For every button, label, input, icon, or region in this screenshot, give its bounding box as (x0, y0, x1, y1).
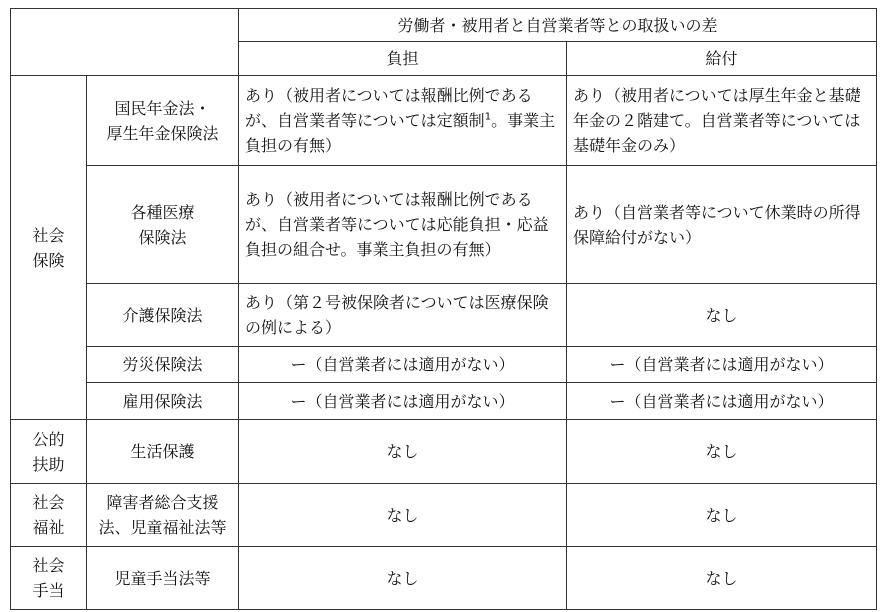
table-row (11, 547, 877, 610)
table-row (11, 383, 877, 420)
table-row (11, 420, 877, 484)
header-benefit: 給付 (567, 42, 877, 76)
law-cell: 国民年金法・ 厚生年金保険法 (87, 76, 239, 166)
law-cell: 生活保護 (87, 420, 239, 484)
law-cell: 雇用保険法 (87, 383, 239, 420)
benefit-cell: あり（自営業者等について休業時の所得保障給付がない） (567, 166, 877, 284)
table-row (11, 76, 877, 166)
burden-text: あり（被用者については報酬比例であるが、自営業者等については定額制 (245, 86, 533, 130)
burden-cell: あり（被用者については報酬比例であるが、自営業者等については応能負担・応益負担の組合せ。事業主負担の有無） (239, 166, 567, 284)
header-row-1 (11, 9, 877, 42)
category-cell: 社会 手当 (11, 547, 87, 610)
header-burden: 負担 (239, 42, 567, 76)
table-row (11, 484, 877, 547)
burden-cell: なし (239, 420, 567, 484)
benefit-cell: なし (567, 547, 877, 610)
benefit-cell: あり（被用者については厚生年金と基礎年金の２階建て。自営業者等については基礎年金のみ） (567, 76, 877, 166)
corner-cell (11, 9, 239, 76)
category-cell: 公的 扶助 (11, 420, 87, 484)
law-cell: 労災保険法 (87, 347, 239, 383)
burden-text-tail: 。事業主負担の有無） (245, 111, 556, 155)
law-cell: 児童手当法等 (87, 547, 239, 610)
benefit-cell: なし (567, 284, 877, 347)
category-cell: 社会 福祉 (11, 484, 87, 547)
law-cell: 各種医療 保険法 (87, 166, 239, 284)
table-row (11, 166, 877, 284)
burden-cell: ー（自営業者には適用がない） (239, 347, 567, 383)
burden-cell: なし (239, 547, 567, 610)
category-cell: 社会 保険 (11, 76, 87, 420)
table-row (11, 284, 877, 347)
footnote-marker: 1 (484, 111, 492, 123)
burden-cell: なし (239, 484, 567, 547)
benefit-cell: ー（自営業者には適用がない） (567, 347, 877, 383)
burden-cell (239, 76, 567, 166)
benefit-cell: なし (567, 420, 877, 484)
benefit-cell: ー（自営業者には適用がない） (567, 383, 877, 420)
burden-cell: あり（第２号被保険者については医療保険の例による） (239, 284, 567, 347)
header-group-title: 労働者・被用者と自営業者等との取扱いの差 (239, 9, 877, 42)
law-cell: 障害者総合支援 法、児童福祉法等 (87, 484, 239, 547)
burden-cell: ー（自営業者には適用がない） (239, 383, 567, 420)
comparison-table (10, 8, 877, 610)
law-cell: 介護保険法 (87, 284, 239, 347)
benefit-cell: なし (567, 484, 877, 547)
table-row (11, 347, 877, 383)
